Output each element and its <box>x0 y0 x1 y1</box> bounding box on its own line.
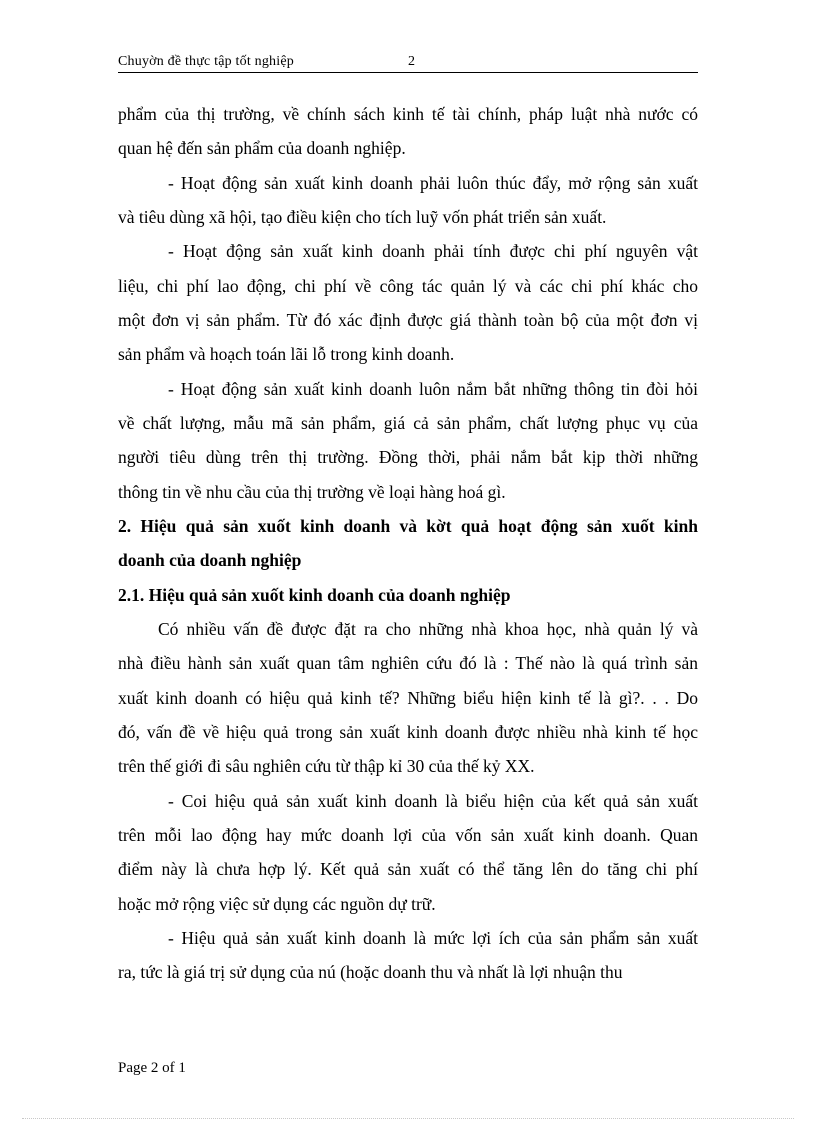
paragraph-line: một đơn vị sản phẩm. Từ đó xác định được giá thành toàn bộ của một đơn vị <box>118 310 698 330</box>
paragraph-line: Có nhiều vấn đề được đặt ra cho những nhà khoa học, nhà quản lý và <box>158 619 698 639</box>
header-page-number: 2 <box>408 54 415 69</box>
paragraph-line: - Hoạt động sản xuất kinh doanh phải tính được chi phí nguyên vật <box>168 241 698 261</box>
page-header <box>118 52 698 73</box>
paragraph-line: liệu, chi phí lao động, chi phí về công tác quản lý và các chi phí khác cho <box>118 276 698 296</box>
paragraph-line: điểm này là chưa hợp lý. Kết quả sản xuất có thể tăng lên do tăng chi phí <box>118 859 698 879</box>
paragraph-line: phẩm của thị trường, về chính sách kinh tế tài chính, pháp luật nhà nước có <box>118 104 698 124</box>
paragraph-line: - Hoạt động sản xuất kinh doanh luôn nắm bắt những thông tin đòi hỏi <box>168 379 698 399</box>
paragraph-line: ra, tức là giá trị sử dụng của nú (hoặc doanh thu và nhất là lợi nhuận thu <box>118 962 623 982</box>
paragraph-line: và tiêu dùng xã hội, tạo điều kiện cho tích luỹ vốn phát triển sản xuất. <box>118 207 607 227</box>
paragraph-line: thông tin về nhu cầu của thị trường về loại hàng hoá gì. <box>118 482 506 502</box>
paragraph-line: trên thế giới đi sâu nghiên cứu từ thập kỉ 30 của thế kỷ XX. <box>118 756 535 776</box>
paragraph-line: sản phẩm và hoạch toán lãi lỗ trong kinh doanh. <box>118 344 455 364</box>
paragraph-line: người tiêu dùng trên thị trường. Đồng thời, phải nắm bắt kịp thời những <box>118 447 698 467</box>
paragraph-line: - Hiệu quả sản xuất kinh doanh là mức lợi ích của sản phẩm sản xuất <box>168 928 698 948</box>
paragraph-line: - Hoạt động sản xuất kinh doanh phải luôn thúc đẩy, mở rộng sản xuất <box>168 173 698 193</box>
paragraph-line: trên mỗi lao động hay mức doanh lợi của vốn sản xuất kinh doanh. Quan <box>118 825 698 845</box>
paragraph-line: hoặc mở rộng việc sử dụng các nguồn dự trữ. <box>118 894 436 914</box>
header-title: Chuyờn đề thực tập tốt nghiệp <box>118 54 294 69</box>
section-heading: 2. Hiệu quả sản xuốt kinh doanh và kờt quả hoạt động sản xuốt kinh <box>118 516 698 536</box>
paragraph-line: - Coi hiệu quả sản xuất kinh doanh là biểu hiện của kết quả sản xuất <box>168 791 698 811</box>
section-heading: doanh của doanh nghiệp <box>118 550 302 570</box>
paragraph-line: quan hệ đến sản phẩm của doanh nghiệp. <box>118 138 406 158</box>
paragraph-line: về chất lượng, mẫu mã sản phẩm, giá cả sản phẩm, chất lượng phục vụ của <box>118 413 698 433</box>
page-bottom-edge <box>22 1118 794 1119</box>
subsection-heading: 2.1. Hiệu quả sản xuốt kinh doanh của doanh nghiệp <box>118 585 511 605</box>
page-footer: Page 2 of 1 <box>118 1060 186 1076</box>
paragraph-line: xuất kinh doanh có hiệu quả kinh tế? Những biểu hiện kinh tế là gì?. . . Do <box>118 688 698 708</box>
paragraph-line: đó, vấn đề về hiệu quả trong sản xuất kinh doanh được nhiều nhà kinh tế học <box>118 722 698 742</box>
paragraph-line: nhà điều hành sản xuất quan tâm nghiên cứu đó là : Thế nào là quá trình sản <box>118 653 698 673</box>
